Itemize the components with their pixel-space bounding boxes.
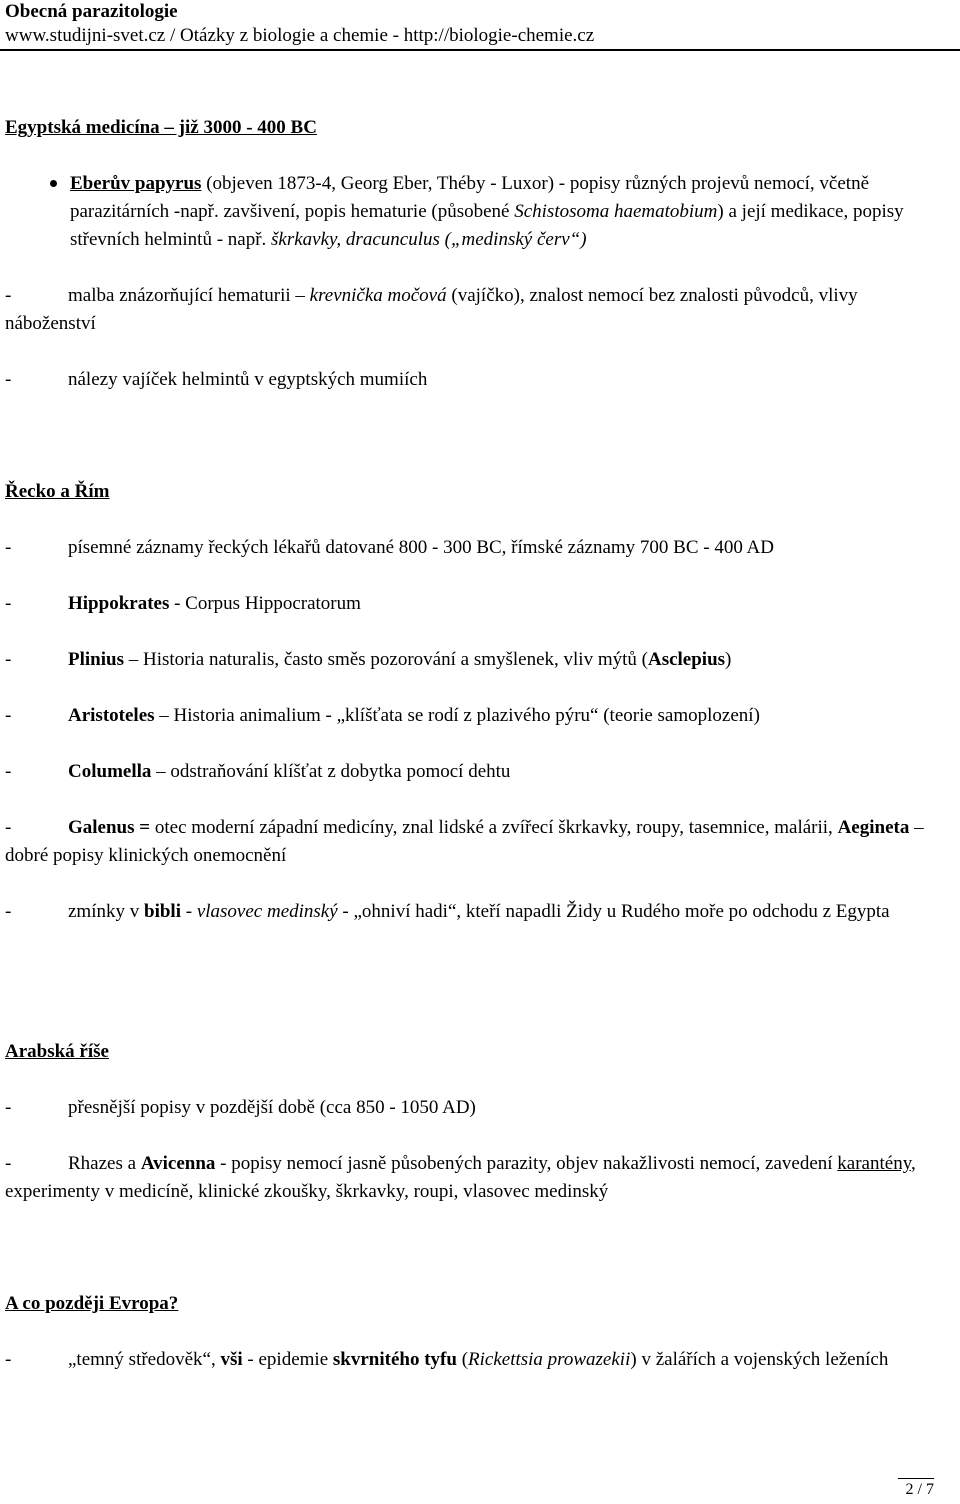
typhus-term: skvrnitého tyfu — [332, 1349, 457, 1370]
section-heading-greece-rome: Řecko a Řím — [5, 481, 110, 502]
dash-marker: - — [5, 537, 12, 558]
greece-line-4 — [5, 702, 950, 730]
line-text: písemné záznamy řeckých lékařů datované 800 - 300 BC, římské záznamy 700 BC - 400 AD — [68, 537, 774, 558]
dash-marker: - — [5, 705, 12, 726]
greece-line-7 — [5, 898, 950, 926]
greece-line-5 — [5, 758, 950, 786]
species-name: vlasovec medinský — [196, 901, 338, 922]
line-text: nálezy vajíček helmintů v egyptských mumiích — [68, 369, 428, 390]
person-name: Columella — [68, 761, 152, 782]
egypt-line-2 — [5, 366, 950, 394]
ebers-papyrus-term: Eberův papyrus — [70, 173, 202, 194]
header-divider — [0, 49, 960, 51]
section-heading-arab: Arabská říše — [5, 1041, 109, 1062]
person-name: Hippokrates — [68, 593, 170, 614]
line-text: , experimenty v medicíně, klinické zkoušky, škrkavky, roupi, vlasovec medinský — [5, 1153, 916, 1202]
dash-marker: - — [5, 593, 12, 614]
line-text: zmínky v — [68, 901, 144, 922]
person-name: Aristoteles — [68, 705, 155, 726]
greece-line-2 — [5, 590, 950, 618]
species-name: krevnička močová — [309, 285, 447, 306]
document-title: Obecná parazitologie — [5, 1, 178, 22]
line-text: - Corpus Hippocratorum — [169, 593, 361, 614]
dash-marker: - — [5, 761, 12, 782]
line-text: otec moderní západní medicíny, znal lidské a zvířecí škrkavky, roupy, tasemnice, malárii, — [150, 817, 838, 838]
bible-term: bibli — [144, 901, 181, 922]
list-item — [70, 170, 950, 254]
line-text: „temný středověk“, — [68, 1349, 221, 1370]
bullet-text: (objeven 1873-4, Georg Eber, Théby - Luxor) - popisy různých projevů nemocí, včetně parazitárních -např. zavšivení, popis hematurie (působené — [70, 173, 870, 222]
greece-line-1 — [5, 534, 950, 562]
line-text: malba znázorňující hematurii – — [68, 285, 310, 306]
person-name: Plinius — [68, 649, 124, 670]
quarantine-term: karantény — [837, 1153, 911, 1174]
line-text: Rhazes a — [68, 1153, 141, 1174]
dash-marker: - — [5, 901, 12, 922]
europe-line-1 — [5, 1346, 950, 1374]
line-text: ) v žalářích a vojenských leženích — [630, 1349, 889, 1370]
line-text: – Historia animalium - „klíšťata se rodí z plazivého pýru“ (teorie samoplození) — [154, 705, 760, 726]
dash-marker: - — [5, 285, 12, 306]
person-name: Galenus = — [68, 817, 151, 838]
greece-line-6 — [5, 814, 950, 870]
dash-marker: - — [5, 1349, 12, 1370]
line-text: – Historia naturalis, často směs pozorování a smyšlenek, vliv mýtů ( — [123, 649, 648, 670]
line-text: (vajíčko), znalost nemocí bez znalosti původců, vlivy náboženství — [5, 285, 858, 334]
bullet-icon — [50, 180, 57, 187]
dash-marker: - — [5, 817, 12, 838]
line-text: - epidemie — [242, 1349, 333, 1370]
person-name: Avicenna — [140, 1153, 216, 1174]
line-text: ( — [456, 1349, 469, 1370]
footer-divider — [898, 1478, 934, 1479]
section-heading-europe: A co později Evropa? — [5, 1293, 179, 1314]
line-text: přesnější popisy v pozdější době (cca 850 - 1050 AD) — [68, 1097, 476, 1118]
species-name: Schistosoma haematobium — [514, 201, 718, 222]
line-text: ) — [725, 649, 732, 670]
line-text: – odstraňování klíšťat z dobytka pomocí dehtu — [151, 761, 511, 782]
line-text: - „ohniví hadi“, kteří napadli Židy u Rudého moře po odchodu z Egypta — [337, 901, 890, 922]
egypt-bullet-list — [70, 170, 950, 254]
page-number: 2 / 7 — [905, 1481, 934, 1498]
dash-marker: - — [5, 369, 12, 390]
person-name: Aegineta — [837, 817, 910, 838]
site-source: www.studijni-svet.cz / Otázky z biologie a chemie - http://biologie-chemie.cz — [5, 25, 595, 46]
page-header — [5, 0, 955, 48]
species-name: škrkavky, dracunculus („medinský červ“) — [271, 229, 587, 250]
person-name: Asclepius — [647, 649, 726, 670]
bullet-text: ) a její medikace, popisy střevních helmintů - např. — [70, 201, 904, 250]
dash-marker: - — [5, 1097, 12, 1118]
egypt-line-1 — [5, 282, 950, 338]
line-text: – dobré popisy klinických onemocnění — [5, 817, 924, 866]
lice-term: vši — [220, 1349, 243, 1370]
arab-line-1 — [5, 1094, 950, 1122]
dash-marker: - — [5, 1153, 12, 1174]
greece-line-3 — [5, 646, 950, 674]
section-heading-egypt: Egyptská medicína – již 3000 - 400 BC — [5, 117, 317, 138]
arab-line-2 — [5, 1150, 950, 1206]
line-text: - popisy nemocí jasně působených parazity, objev nakažlivosti nemocí, zavedení — [215, 1153, 838, 1174]
dash-marker: - — [5, 649, 12, 670]
line-text: - — [180, 901, 197, 922]
species-name: Rickettsia prowazekii — [468, 1349, 631, 1370]
